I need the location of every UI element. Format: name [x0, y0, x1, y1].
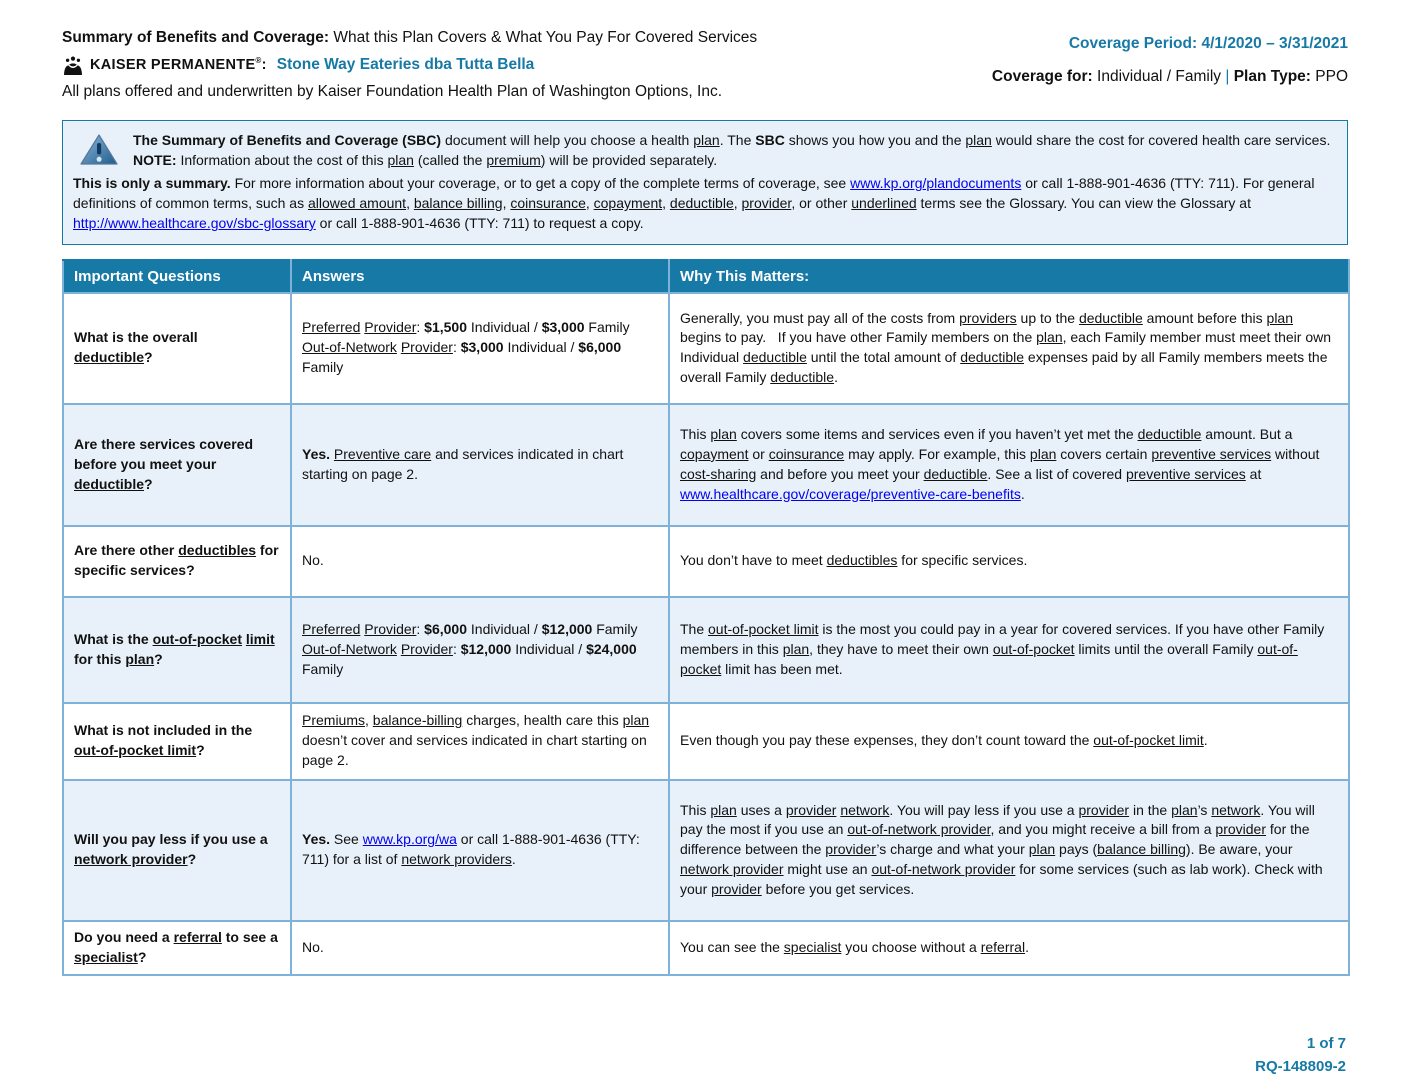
column-header-important-questions: Important Questions	[63, 260, 291, 293]
brand-line	[62, 53, 757, 78]
column-header-answers: Answers	[291, 260, 669, 293]
answer-cell: No.	[291, 526, 669, 597]
preventive-care-benefits-link[interactable]: www.healthcare.gov/coverage/preventive-care-benefits	[680, 485, 1021, 502]
question-cell: Are there services covered before you meet your deductible?	[63, 404, 291, 526]
question-cell: Will you pay less if you use a network provider?	[63, 780, 291, 921]
summary-notice-box	[62, 120, 1348, 244]
brand-text: KAISER PERMANENTE	[90, 56, 256, 73]
why-cell: Generally, you must pay all of the costs from providers up to the deductible amount before this plan begins to pay. If you have other Family members on the plan, each Family member must meet their own Individual deductible until the total amount of deductible expenses paid by all Family members meets the overall Family deductible.	[669, 293, 1349, 404]
group-name: Stone Way Eateries dba Tutta Bella	[276, 55, 535, 73]
answer-cell: Preferred Provider: $1,500 Individual / $3,000 Family Out-of-Network Provider: $3,000 Individual / $6,000 Family	[291, 293, 669, 404]
coverage-period: Coverage Period: 4/1/2020 – 3/31/2021	[1068, 35, 1348, 52]
registered-mark: ®	[255, 55, 262, 65]
document-header	[62, 26, 1348, 104]
table-row-services-before-deductible	[63, 404, 1349, 526]
underwriter-line: All plans offered and underwritten by Kaiser Foundation Health Plan of Washington Options, Inc.	[62, 82, 722, 100]
table-row-not-included-in-limit	[63, 703, 1349, 780]
plan-type-label: Plan Type:	[1233, 67, 1311, 85]
healthcare-gov-glossary-link[interactable]: http://www.healthcare.gov/sbc-glossary	[73, 214, 316, 231]
page-title	[62, 26, 757, 51]
separator-bar: |	[1225, 67, 1230, 85]
question-cell: What is the overall deductible?	[63, 293, 291, 404]
notice-paragraph-2: This is only a summary. For more information about your coverage, or to get a copy of the complete terms of coverage, see www.kp.org/plandocuments or call 1-888-901-4636 (TTY: 711). For general definitions of common terms, such as allowed amount, balance billing, coinsurance, copayment, deductible, provider, or other underlined terms see the Glossary. You can view the Glossary at http://www.healthcare.gov/sbc-glossary or call 1-888-901-4636 (TTY: 711) to request a copy.	[73, 175, 1315, 231]
plan-type-value: PPO	[1315, 67, 1348, 85]
answer-cell: No.	[291, 921, 669, 975]
page-number: 1 of 7	[1306, 1035, 1346, 1052]
table-row-out-of-pocket-limit	[63, 597, 1349, 703]
answer-cell: Yes. See www.kp.org/wa or call 1-888-901-4636 (TTY: 711) for a list of network providers.	[291, 780, 669, 921]
kp-wa-link[interactable]: www.kp.org/wa	[362, 831, 457, 848]
question-cell: What is the out-of-pocket limit for this plan?	[63, 597, 291, 703]
document-id: RQ-148809-2	[1255, 1058, 1346, 1076]
kp-plandocuments-link[interactable]: www.kp.org/plandocuments	[850, 175, 1022, 192]
why-cell: Even though you pay these expenses, they don’t count toward the out-of-pocket limit.	[669, 703, 1349, 780]
warning-icon	[79, 133, 119, 173]
header-left	[62, 26, 757, 104]
title-bold: Summary of Benefits and Coverage:	[62, 29, 330, 46]
brand-colon: :	[261, 56, 267, 73]
coverage-for-line	[992, 61, 1348, 94]
table-header-row	[63, 260, 1349, 293]
column-header-why-this-matters: Why This Matters:	[669, 260, 1349, 293]
table-row-other-deductibles	[63, 526, 1349, 597]
answer-cell: Preferred Provider: $6,000 Individual / $12,000 Family Out-of-Network Provider: $12,000 Individual / $24,000 Family	[291, 597, 669, 703]
answer-cell: Premiums, balance-billing charges, health care this plan doesn’t cover and services indicated in chart starting on page 2.	[291, 703, 669, 780]
title-rest: What this Plan Covers & What You Pay For Covered Services	[329, 29, 758, 46]
header-right	[992, 26, 1348, 93]
why-cell: You can see the specialist you choose without a referral.	[669, 921, 1349, 975]
coverage-for-label: Coverage for:	[991, 67, 1093, 85]
table-row-referral-specialist	[63, 921, 1349, 975]
kaiser-permanente-logo-icon	[62, 56, 84, 75]
why-cell: This plan covers some items and services even if you haven’t yet met the deductible amount. But a copayment or coinsurance may apply. For example, this plan covers certain preventive services without cost-sharing and before you meet your deductible. See a list of covered preventive services at www.healthcare.gov/coverage/preventive-care-benefits.	[669, 404, 1349, 526]
question-cell: What is not included in the out-of-pocket limit?	[63, 703, 291, 780]
question-cell: Are there other deductibles for specific services?	[63, 526, 291, 597]
why-cell: You don’t have to meet deductibles for specific services.	[669, 526, 1349, 597]
page-footer	[1255, 1032, 1346, 1079]
coverage-for-value: Individual / Family	[1097, 67, 1222, 85]
question-cell: Do you need a referral to see a specialist?	[63, 921, 291, 975]
table-row-network-provider	[63, 780, 1349, 921]
notice-paragraph-1: The Summary of Benefits and Coverage (SBC) document will help you choose a health plan. The SBC shows you how you and the plan would share the cost for covered health care services. NOTE: Information about the cost of this plan (called the premium) will be provided separately.	[133, 132, 1331, 169]
brand-name	[90, 54, 267, 77]
why-cell: The out-of-pocket limit is the most you could pay in a year for covered services. If you have other Family members in this plan, they have to meet their own out-of-pocket limits until the overall Family out-of-pocket limit has been met.	[669, 597, 1349, 703]
why-cell: This plan uses a provider network. You will pay less if you use a provider in the plan’s network. You will pay the most if you use an out-of-network provider, and you might receive a bill from a provider for the difference between the provider’s charge and what your plan pays (balance billing). Be aware, your network provider might use an out-of-network provider for some services (such as lab work). Check with your provider before you get services.	[669, 780, 1349, 921]
answer-cell: Yes. Preventive care and services indicated in chart starting on page 2.	[291, 404, 669, 526]
important-questions-table	[62, 259, 1350, 976]
table-row-overall-deductible	[63, 293, 1349, 404]
